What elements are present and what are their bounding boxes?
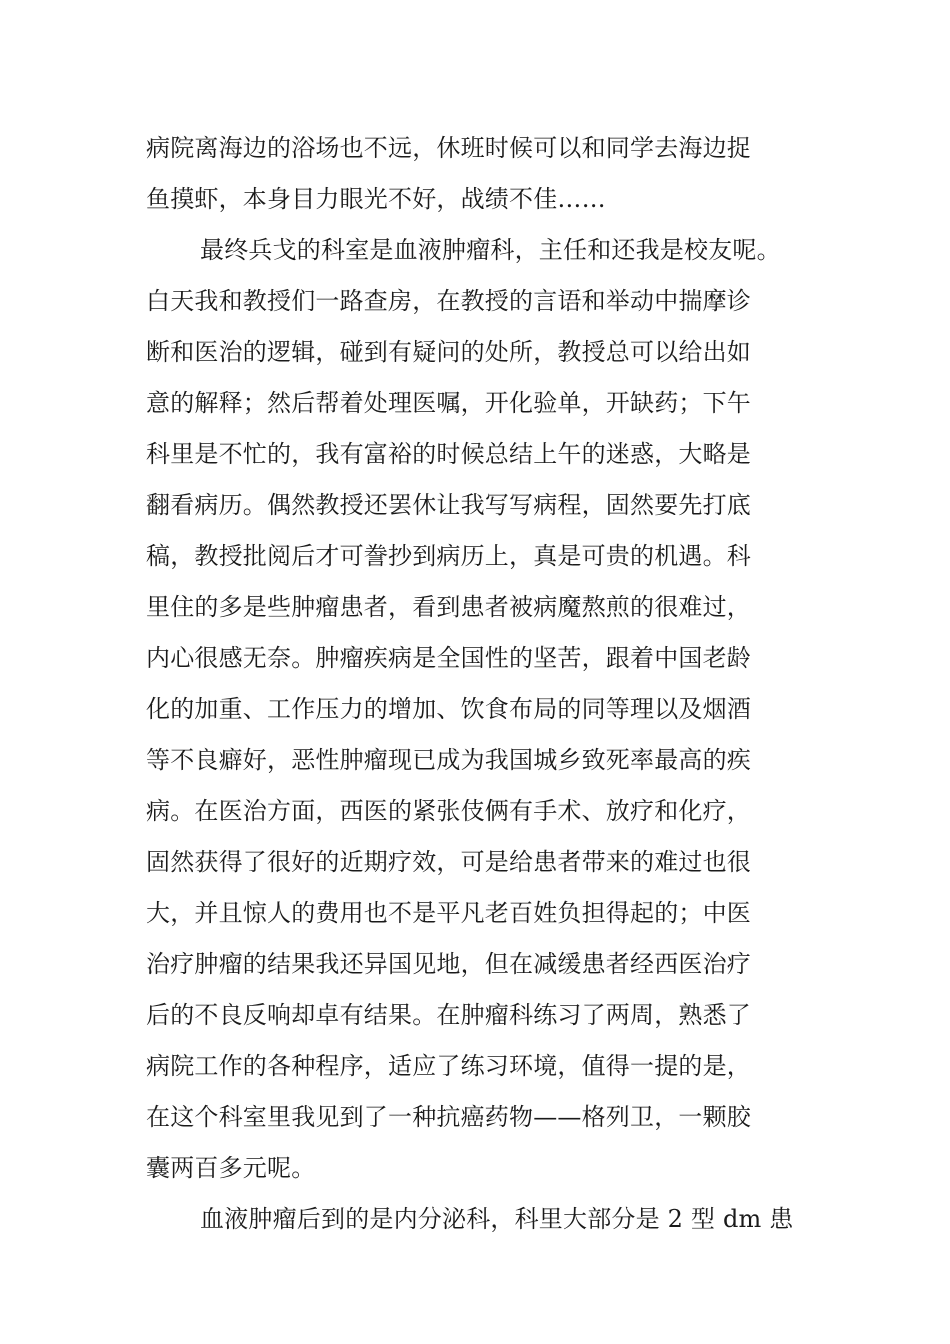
- text-line-5: 断和医治的逻辑，碰到有疑问的处所，教授总可以给出如: [146, 338, 751, 366]
- text-line-6: 意的解释；然后帮着处理医嘱，开化验单，开缺药；下午: [146, 389, 751, 417]
- text-line-2: 鱼摸虾，本身目力眼光不好，战绩不佳……: [146, 185, 606, 213]
- text-line-18: 后的不良反响却卓有结果。在肿瘤科练习了两周，熟悉了: [146, 1001, 751, 1029]
- text-line-12: 化的加重、工作压力的增加、饮食布局的同等理以及烟酒: [146, 695, 751, 723]
- text-line-16: 大，并且惊人的费用也不是平凡老百姓负担得起的；中医: [146, 899, 751, 927]
- text-line-17: 治疗肿瘤的结果我还异国见地，但在减缓患者经西医治疗: [146, 950, 751, 978]
- text-line-14: 病。在医治方面，西医的紧张伎俩有手术、放疗和化疗，: [146, 797, 751, 825]
- text-line-9: 稿，教授批阅后才可誊抄到病历上，真是可贵的机遇。科: [146, 542, 751, 570]
- text-line-20: 在这个科室里我见到了一种抗癌药物——格列卫，一颗胶: [146, 1103, 751, 1131]
- text-line-10: 里住的多是些肿瘤患者，看到患者被病魔熬煎的很难过，: [146, 593, 751, 621]
- text-line-21: 囊两百多元呢。: [146, 1154, 316, 1182]
- paragraph-start-line-22: 血液肿瘤后到的是内分泌科，科里大部分是 2 型 dm 患: [200, 1205, 794, 1233]
- text-line-1: 病院离海边的浴场也不远，休班时候可以和同学去海边捉: [146, 134, 751, 162]
- text-line-7: 科里是不忙的，我有富裕的时候总结上午的迷惑，大略是: [146, 440, 751, 468]
- text-line-8: 翻看病历。偶然教授还罢休让我写写病程，固然要先打底: [146, 491, 751, 519]
- text-line-19: 病院工作的各种程序，适应了练习环境，值得一提的是，: [146, 1052, 751, 1080]
- text-line-13: 等不良癖好，恶性肿瘤现已成为我国城乡致死率最高的疾: [146, 746, 751, 774]
- text-line-11: 内心很感无奈。肿瘤疾病是全国性的坚苦，跟着中国老龄: [146, 644, 751, 672]
- paragraph-start-line-3: 最终兵戈的科室是血液肿瘤科，主任和还我是校友呢。: [200, 236, 781, 264]
- text-line-4: 白天我和教授们一路查房，在教授的言语和举动中揣摩诊: [146, 287, 751, 315]
- text-line-15: 固然获得了很好的近期疗效，可是给患者带来的难过也很: [146, 848, 751, 876]
